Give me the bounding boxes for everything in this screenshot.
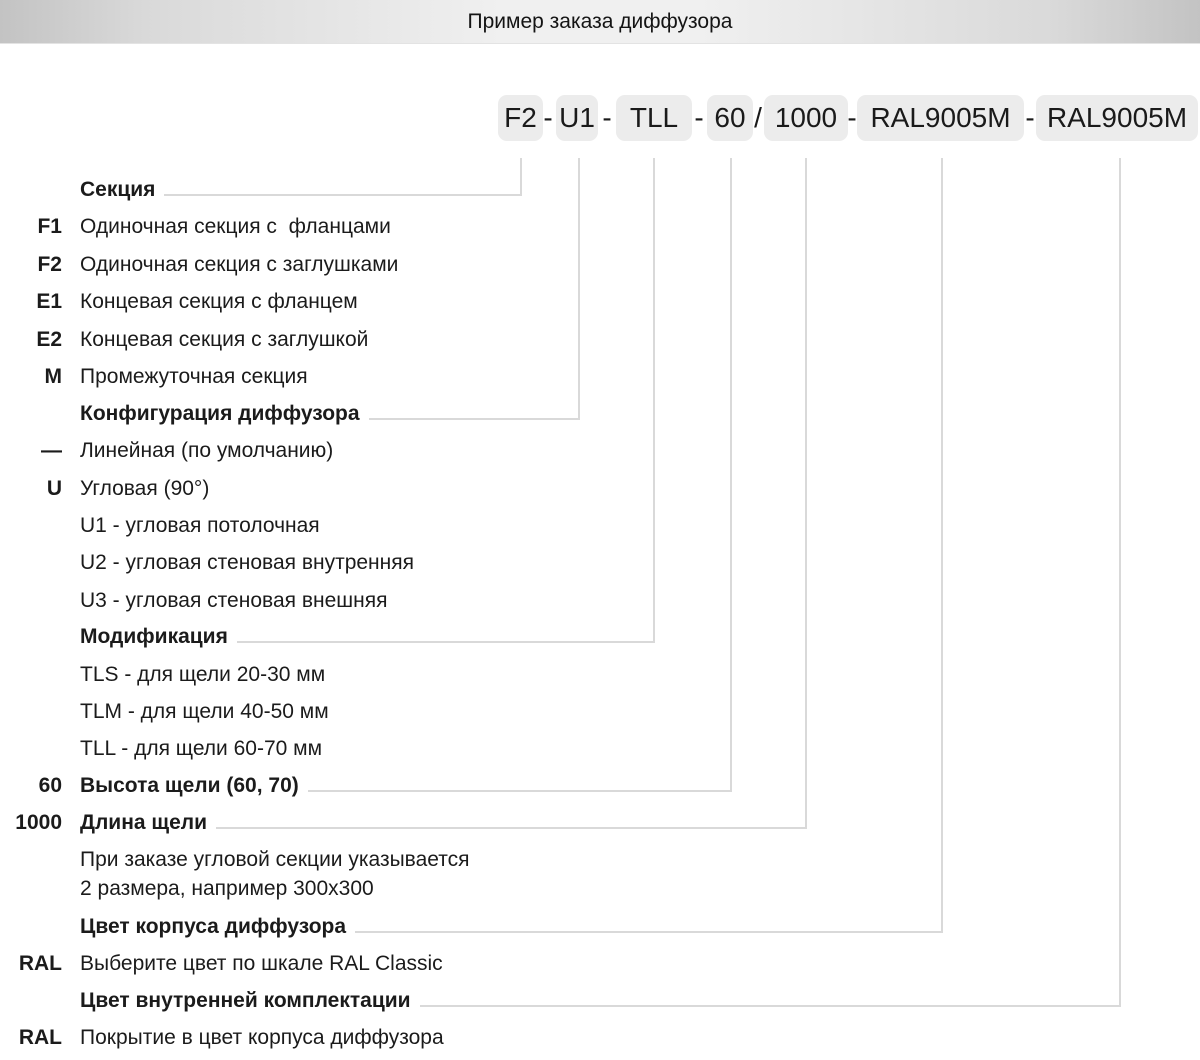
connector-line-body-color <box>941 158 943 933</box>
legend-label: Секция <box>80 178 156 201</box>
order-code-segment-configuration: U1 <box>556 95 598 141</box>
legend-row <box>0 699 329 725</box>
legend-label: Модификация <box>80 625 228 648</box>
connector-line <box>369 418 580 420</box>
legend-code: E2 <box>36 328 62 351</box>
legend-label: Одиночная секция с заглушками <box>80 253 399 276</box>
legend-row <box>0 662 325 688</box>
legend-code: 60 <box>38 774 62 797</box>
connector-line <box>308 790 732 792</box>
order-code-separator: - <box>694 102 704 133</box>
connector-line <box>355 931 943 933</box>
legend-heading-body-color <box>0 914 943 940</box>
order-code-separator: - <box>847 102 857 133</box>
legend-heading-slot-length <box>0 810 807 836</box>
legend-label: Покрытие в цвет корпуса диффузора <box>80 1026 444 1049</box>
legend-note <box>0 847 470 873</box>
legend-label: Цвет корпуса диффузора <box>80 915 347 938</box>
legend-label: Линейная (по умолчанию) <box>80 439 334 462</box>
legend-code: F2 <box>37 253 62 276</box>
legend-code: — <box>41 439 62 462</box>
order-code-separator: / <box>754 102 762 133</box>
order-code-segment-slot-length: 1000 <box>764 95 848 141</box>
connector-line <box>237 641 655 643</box>
order-code-separator: - <box>543 102 553 133</box>
legend-label: Длина щели <box>80 811 208 834</box>
legend-label: 2 размера, например 300x300 <box>80 877 374 900</box>
order-code-separator: - <box>1025 102 1035 133</box>
legend-label: TLM - для щели 40-50 мм <box>80 700 329 723</box>
connector-line <box>164 194 522 196</box>
legend-label: Концевая секция с фланцем <box>80 290 358 313</box>
legend-heading-slot-height <box>0 773 732 799</box>
legend-row <box>0 588 387 614</box>
legend-row <box>0 550 414 576</box>
legend-code: 1000 <box>15 811 62 834</box>
legend-row <box>0 476 209 502</box>
legend-label: Выберите цвет по шкале RAL Classic <box>80 952 443 975</box>
legend-code: E1 <box>36 290 62 313</box>
legend-label: Цвет внутренней комплектации <box>80 989 411 1012</box>
legend-label: Промежуточная секция <box>80 365 308 388</box>
legend-label: При заказе угловой секции указывается <box>80 848 470 871</box>
connector-line-inner-color <box>1119 158 1121 1007</box>
legend-row <box>0 438 333 464</box>
legend-row <box>0 327 368 353</box>
legend-code: F1 <box>37 215 62 238</box>
legend-row <box>0 1025 444 1051</box>
legend-row <box>0 364 308 390</box>
connector-line-modification <box>653 158 655 643</box>
legend-heading-modification <box>0 624 655 650</box>
legend-code: RAL <box>18 1026 62 1049</box>
legend-row <box>0 289 358 315</box>
legend-code: RAL <box>18 952 62 975</box>
connector-line-configuration <box>578 158 580 420</box>
legend-label: Конфигурация диффузора <box>80 402 360 425</box>
legend-label: U3 - угловая стеновая внешняя <box>80 589 388 612</box>
legend-row <box>0 214 391 240</box>
legend-label: Концевая секция с заглушкой <box>80 328 369 351</box>
order-code-segment-body-color: RAL9005M <box>857 95 1024 141</box>
legend-label: Угловая (90°) <box>80 477 210 500</box>
connector-line-slot-length <box>805 158 807 829</box>
legend-label: U1 - угловая потолочная <box>80 514 320 537</box>
legend-heading-inner-color <box>0 988 1121 1014</box>
legend-label: Одиночная секция с фланцами <box>80 215 391 238</box>
legend-label: TLL - для щели 60-70 мм <box>80 737 323 760</box>
legend-code: M <box>44 365 62 388</box>
order-code-segment-section: F2 <box>498 95 543 141</box>
legend-row <box>0 951 443 977</box>
legend-label: U2 - угловая стеновая внутренняя <box>80 551 414 574</box>
connector-line <box>420 1005 1121 1007</box>
legend-heading-configuration <box>0 401 580 427</box>
legend-code: U <box>46 477 62 500</box>
legend-note <box>0 876 374 902</box>
order-code-separator: - <box>602 102 612 133</box>
legend-row <box>0 252 398 278</box>
legend-row <box>0 513 320 539</box>
order-code-segment-inner-color: RAL9005M <box>1036 95 1198 141</box>
connector-line-slot-height <box>730 158 732 792</box>
page-title: Пример заказа диффузора <box>0 0 1200 44</box>
legend-label: TLS - для щели 20-30 мм <box>80 663 326 686</box>
legend-label: Высота щели (60, 70) <box>80 774 299 797</box>
legend-heading-section <box>0 177 522 203</box>
connector-line <box>216 827 807 829</box>
order-code-segment-modification: TLL <box>616 95 692 141</box>
legend-row <box>0 736 322 762</box>
order-code-segment-slot-height: 60 <box>707 95 753 141</box>
